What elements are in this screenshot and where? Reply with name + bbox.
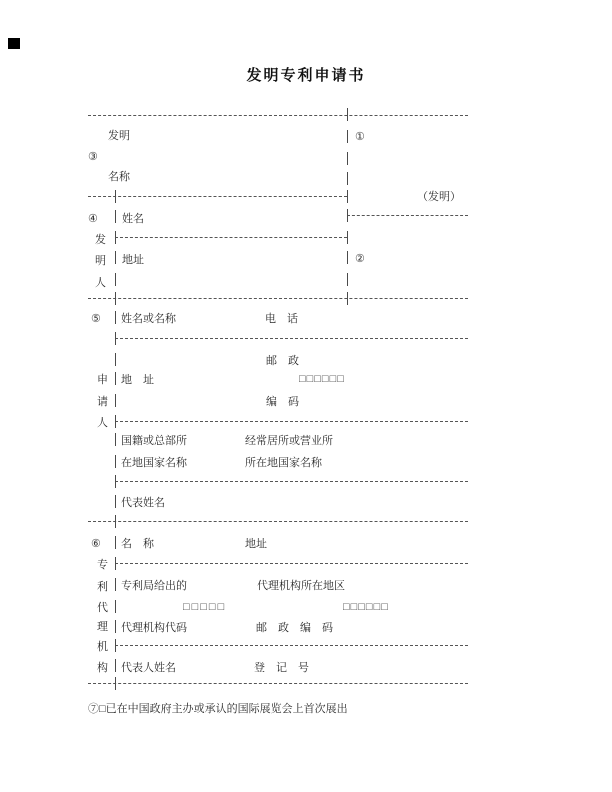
form-title: 发明专利申请书 <box>246 68 366 84</box>
vertical-divider <box>347 130 348 143</box>
exhibition-declaration-text: 已在中国政府主办或承认的国际展览会上首次展出 <box>105 703 348 715</box>
postal-code-label-bottom: 编 码 <box>266 396 299 408</box>
vertical-divider <box>347 292 348 305</box>
agency-code-label-line2: 代理机构代码 <box>121 622 187 634</box>
vertical-divider <box>347 231 348 244</box>
section-3-number: ③ <box>88 151 98 163</box>
section-5-number: ⑤ <box>91 313 101 325</box>
invention-name-label-line1: 发明 <box>108 130 130 142</box>
vertical-divider <box>115 210 116 223</box>
agency-side-char-1: 专 <box>97 559 108 571</box>
agency-side-char-6: 构 <box>97 662 108 674</box>
horizontal-rule <box>115 421 468 422</box>
applicant-name-label: 姓名或名称 <box>121 313 176 325</box>
postal-code-label-top: 邮 政 <box>266 355 299 367</box>
horizontal-rule <box>115 645 468 646</box>
vertical-divider <box>115 273 116 286</box>
vertical-divider <box>115 353 116 366</box>
applicant-side-char-3: 人 <box>97 417 108 429</box>
inventor-name-label: 姓名 <box>122 213 144 225</box>
vertical-divider <box>347 209 348 222</box>
exhibition-checkbox: □ <box>99 703 106 715</box>
vertical-divider <box>115 677 116 690</box>
invention-note: （发明） <box>417 191 461 203</box>
agency-address-label: 地址 <box>245 538 267 550</box>
vertical-divider <box>347 251 348 264</box>
section-6-number: ⑥ <box>91 538 101 550</box>
postal-code-boxes: □□□□□□ <box>299 373 345 385</box>
nationality-label-line1: 国籍或总部所 <box>121 435 187 447</box>
inventor-side-char-3: 人 <box>95 277 106 289</box>
horizontal-rule <box>88 683 468 684</box>
agency-region-label: 代理机构所在地区 <box>257 580 345 592</box>
agency-region-boxes: □□□□□□ <box>343 601 389 613</box>
print-registration-mark <box>8 38 20 49</box>
vertical-divider <box>115 475 116 488</box>
vertical-divider <box>115 332 116 345</box>
vertical-divider <box>115 495 116 508</box>
residence-label-line2: 所在地国家名称 <box>245 457 322 469</box>
agency-postal-label: 邮 政 编 码 <box>256 622 333 634</box>
vertical-divider <box>115 372 116 385</box>
applicant-side-char-2: 请 <box>97 396 108 408</box>
horizontal-rule <box>115 563 468 564</box>
agency-side-char-2: 利 <box>97 581 108 593</box>
agency-name-label: 名 称 <box>121 538 154 550</box>
vertical-divider <box>347 152 348 165</box>
marker-2: ② <box>355 253 365 265</box>
section-4-number: ④ <box>88 213 98 225</box>
marker-1: ① <box>355 131 365 143</box>
vertical-divider <box>115 292 116 305</box>
vertical-divider <box>115 620 116 633</box>
vertical-divider <box>347 273 348 286</box>
agency-code-label-line1: 专利局给出的 <box>121 580 187 592</box>
vertical-divider <box>347 172 348 185</box>
vertical-divider <box>115 455 116 468</box>
inventor-side-char-2: 明 <box>95 255 106 267</box>
horizontal-rule <box>115 237 347 238</box>
agency-side-char-3: 代 <box>97 602 108 614</box>
vertical-divider <box>115 536 116 549</box>
inventor-address-label: 地址 <box>122 254 144 266</box>
vertical-divider <box>115 600 116 613</box>
horizontal-rule <box>115 338 468 339</box>
nationality-label-line2: 在地国家名称 <box>121 457 187 469</box>
vertical-divider <box>115 415 116 428</box>
horizontal-rule <box>115 481 468 482</box>
registration-number-label: 登 记 号 <box>254 662 309 674</box>
horizontal-rule <box>88 521 468 522</box>
exhibition-declaration-row <box>88 702 348 716</box>
vertical-divider <box>115 251 116 264</box>
vertical-divider <box>115 578 116 591</box>
horizontal-rule <box>88 115 468 116</box>
horizontal-rule <box>88 298 468 299</box>
applicant-side-char-1: 申 <box>97 374 108 386</box>
vertical-divider <box>115 311 116 324</box>
vertical-divider <box>115 557 116 570</box>
vertical-divider <box>115 394 116 407</box>
vertical-divider <box>115 639 116 652</box>
vertical-divider <box>115 659 116 672</box>
vertical-divider <box>347 108 348 121</box>
agency-representative-label: 代表人姓名 <box>121 662 176 674</box>
applicant-phone-label: 电 话 <box>265 313 298 325</box>
residence-label-line1: 经常居所或营业所 <box>245 435 333 447</box>
horizontal-rule <box>347 215 468 216</box>
vertical-divider <box>347 190 348 203</box>
invention-name-label-line2: 名称 <box>108 171 130 183</box>
inventor-side-char-1: 发 <box>95 234 106 246</box>
representative-name-label: 代表姓名 <box>121 497 165 509</box>
applicant-address-label: 地 址 <box>121 374 154 386</box>
vertical-divider <box>115 190 116 203</box>
agency-side-char-5: 机 <box>97 641 108 653</box>
vertical-divider <box>115 515 116 528</box>
agency-code-boxes: □□□□□ <box>183 601 227 613</box>
vertical-divider <box>115 433 116 446</box>
section-7-number: ⑦ <box>88 703 99 715</box>
vertical-divider <box>115 231 116 244</box>
agency-side-char-4: 理 <box>97 621 108 633</box>
horizontal-rule <box>88 196 347 197</box>
